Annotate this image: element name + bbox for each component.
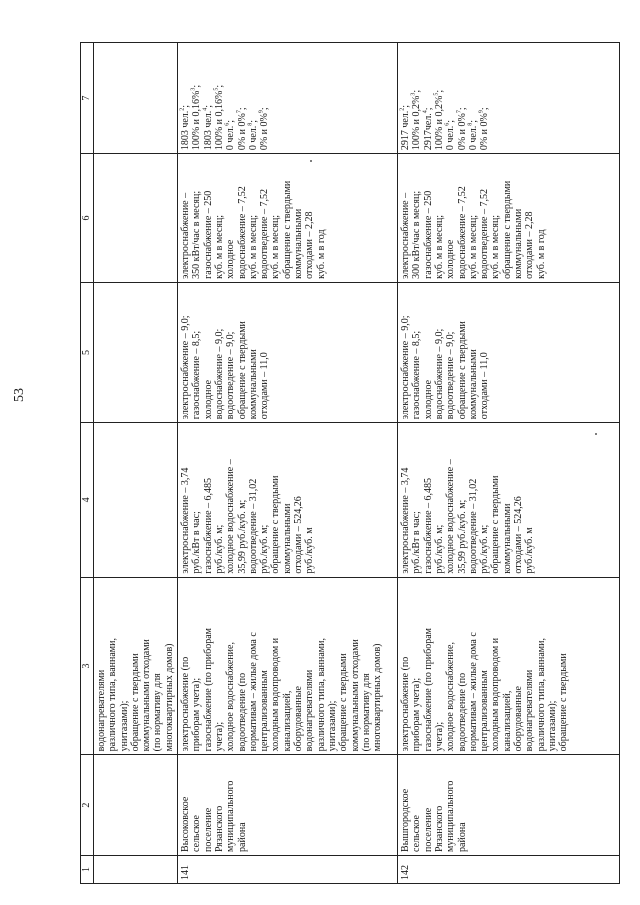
cell-line: куб. м в месяц;	[467, 214, 479, 279]
cell-line: унитазами);	[118, 700, 130, 752]
cell-line: водонагревателями	[524, 669, 536, 752]
table-cell	[94, 855, 178, 883]
cell-line: многоквартирных домов)	[372, 643, 384, 752]
cell-line: водоотведение – 7,52	[259, 188, 271, 279]
column-header: 3	[81, 577, 94, 755]
cell-line: 100% и 0,16%$^5$;	[213, 84, 225, 151]
cell-line: района	[236, 822, 248, 852]
cell-line: 0% и 0%$^7$;	[236, 107, 248, 151]
cell-line: канализацией,	[501, 690, 513, 752]
cell-line: 1803 чел.$^2$;	[179, 104, 192, 151]
cell-line: канализацией,	[281, 690, 293, 752]
cell-line: холодным водопроводом и	[270, 637, 282, 752]
cell-line: электроснабжение – 9,0;	[180, 315, 192, 420]
cell-line: холодное	[422, 379, 434, 420]
tariffs-cell	[178, 423, 398, 577]
continued-services-cell	[94, 577, 178, 755]
cell-line: руб./куб. м;	[213, 524, 225, 574]
cell-line: коммунальными	[293, 208, 305, 279]
cell-line: приборам учета);	[191, 677, 203, 752]
cell-line: муниципального	[445, 780, 457, 852]
tariffs-cell	[398, 423, 620, 577]
column-header: 5	[81, 282, 94, 422]
cell-line: водоотведение – 31,02	[467, 478, 479, 574]
footnote-mark: 9	[478, 110, 485, 114]
cell-line: 2917 чел.$^2$;	[399, 104, 412, 151]
cell-line: водоснабжение – 7,52	[236, 186, 248, 279]
table-row	[398, 43, 620, 884]
cell-line: руб./кВт в час;	[191, 511, 203, 574]
page-number: 53	[12, 388, 27, 402]
table-row	[178, 43, 398, 884]
cell-line: 35,99 руб./куб. м;	[236, 499, 248, 574]
cell-line: муниципального	[225, 780, 237, 852]
cell-line: коммунальными	[513, 208, 525, 279]
footnote-mark: 5	[433, 92, 440, 96]
rotated-table-container	[80, 42, 620, 884]
cell-line: 0 чел.$^6$;	[224, 119, 237, 151]
column-header: 1	[81, 855, 94, 883]
cell-line: электроснабжение (по	[400, 656, 412, 752]
cell-line: различного типа, ваннами,	[315, 638, 327, 752]
column-header: 6	[81, 154, 94, 283]
cell-line: обращение с твердыми	[490, 475, 502, 574]
tariff-table	[80, 42, 620, 884]
cell-line: централизованным	[479, 670, 491, 752]
cell-line: газоснабжение – 250	[422, 190, 434, 279]
cell-line: водоснабжение – 7,52	[456, 186, 468, 279]
cell-line: 2917чел.$^4$;	[422, 107, 434, 151]
cell-line: поселение	[422, 807, 434, 852]
cell-line: куб. м в месяц;	[270, 214, 282, 279]
cell-line: района	[456, 822, 468, 852]
cell-line: отходами – 2,28	[304, 211, 316, 279]
cell-line: холодное водоснабжение –	[225, 459, 237, 574]
cell-line: электроснабжение – 3,74	[180, 467, 192, 574]
cell-line: газоснабжение – 6,485	[202, 477, 214, 574]
column-header: 4	[81, 423, 94, 577]
cell-line: холодное водоснабжение,	[445, 642, 457, 752]
cell-line: коммунальными	[281, 503, 293, 574]
cell-line: различного типа, ваннами,	[535, 638, 547, 752]
cell-line: оборудованные	[293, 686, 305, 752]
footnote-mark: 7	[456, 110, 463, 114]
index-cell	[178, 282, 398, 422]
footnote-mark: 3	[411, 92, 418, 96]
cell-line: обращение с твердыми	[338, 653, 350, 752]
footnote-mark: 8	[467, 122, 474, 126]
cell-line: многоквартирных домов)	[163, 643, 175, 752]
cell-line: обращение с твердыми	[129, 653, 141, 752]
cell-line: обращение с твердыми	[281, 180, 293, 279]
cell-line: 100% и 0,2%$^3$;	[411, 89, 423, 151]
cell-line: 0 чел.$^8$;	[247, 119, 259, 151]
footnote-mark: 6	[224, 122, 231, 126]
cell-line: куб. м в месяц;	[433, 214, 445, 279]
cell-line: учета);	[433, 721, 445, 752]
volume-cell	[178, 154, 398, 283]
cell-line: руб./куб. м;	[479, 524, 491, 574]
cell-line: 1803 чел.$^4$;	[202, 104, 214, 151]
cell-line: газоснабжение (по приборам	[202, 628, 214, 752]
cell-line: холодное	[445, 239, 457, 279]
cell-line: электроснабжение –	[180, 192, 192, 279]
cell-line: 300 кВт/час в месяц;	[411, 190, 423, 279]
cell-line: водоотведение – 9,0;	[445, 331, 457, 420]
cell-line: Высоковское	[180, 796, 192, 852]
cell-line: 0% и 0%$^9$;	[478, 107, 491, 151]
continuation-row	[94, 43, 178, 884]
cell-line: газоснабжение – 250	[202, 190, 214, 279]
cell-line: 0 чел.$^6$;	[444, 119, 457, 151]
footnote-mark: 2	[399, 107, 406, 111]
cell-line: водоотведение (по	[236, 672, 248, 752]
column-header: 7	[81, 43, 94, 154]
cell-line: обращение с твердыми	[456, 321, 468, 420]
header-row	[81, 43, 94, 884]
cell-line: (по нормативу для	[360, 673, 372, 752]
cell-line: водоотведение – 7,52	[479, 188, 491, 279]
settlement-cell	[178, 755, 398, 856]
cell-line: водоснабжение – 9,0;	[433, 328, 445, 420]
cell-line: отходами – 11,0	[479, 352, 491, 420]
cell-line: холодным водопроводом и	[490, 637, 502, 752]
cell-line: холодное водоснабжение –	[445, 459, 457, 574]
cell-line: 0% и 0%$^9$;	[258, 107, 271, 151]
cell-line: водоотведение (по	[456, 672, 468, 752]
cell-line: 0 чел.$^8$;	[467, 119, 479, 151]
cell-line: Рязанского	[433, 805, 445, 852]
services-cell	[178, 577, 398, 755]
cell-line: электроснабжение – 9,0;	[400, 315, 412, 420]
cell-line: нормативам – жилые дома с	[247, 632, 259, 752]
volume-cell	[398, 154, 620, 283]
cell-line: куб. м в месяц;	[213, 214, 225, 279]
cell-line: коммунальными	[501, 503, 513, 574]
population-cell	[178, 43, 398, 154]
cell-line: руб./куб. м	[304, 527, 316, 574]
footnote-mark: 8	[247, 122, 254, 126]
cell-line: 35,99 руб./куб. м;	[456, 499, 468, 574]
footnote-mark: 4	[422, 110, 429, 114]
cell-line: приборам учета);	[411, 677, 423, 752]
cell-line: газоснабжение – 6,485	[422, 477, 434, 574]
footnote-mark: 5	[213, 87, 220, 91]
cell-line: куб. м в месяц;	[247, 214, 259, 279]
settlement-cell	[398, 755, 620, 856]
cell-line: руб./кВт в час;	[411, 511, 423, 574]
cell-line: электроснабжение (по	[180, 656, 192, 752]
cell-line: газоснабжение (по приборам	[422, 628, 434, 752]
cell-line: 0% и 0%$^7$;	[456, 107, 468, 151]
services-cell	[398, 577, 620, 755]
footnote-mark: 6	[444, 122, 451, 126]
table-cell	[94, 43, 178, 154]
row-number: 142	[398, 855, 620, 883]
cell-line: Рязанского	[213, 805, 225, 852]
footnote-mark: 7	[236, 110, 243, 114]
cell-line: коммунальными отходами	[141, 639, 153, 752]
cell-line: поселение	[202, 807, 214, 852]
table-cell	[94, 154, 178, 283]
cell-line: водоотведение – 31,02	[247, 478, 259, 574]
cell-line: учета);	[213, 721, 225, 752]
table-cell	[94, 282, 178, 422]
cell-line: водонагревателями	[96, 669, 107, 752]
cell-line: коммунальными	[247, 349, 259, 420]
cell-line: коммунальными	[467, 349, 479, 420]
cell-line: холодное	[202, 379, 214, 420]
cell-line: отходами – 524,26	[513, 496, 525, 574]
cell-line: нормативам – жилые дома с	[467, 632, 479, 752]
footnote-mark: 4	[202, 107, 209, 111]
cell-line: 100% и 0,2%$^5$;	[433, 89, 445, 151]
cell-line: обращение с твердыми	[270, 475, 282, 574]
cell-line: сельское	[411, 815, 423, 852]
cell-line: обращение с твердыми	[501, 180, 513, 279]
cell-line: руб./куб. м;	[259, 524, 271, 574]
table-cell	[94, 423, 178, 577]
cell-line: электроснабжение –	[400, 192, 412, 279]
cell-line: 350 кВт/час в месяц;	[191, 190, 203, 279]
cell-line: (по нормативу для	[152, 673, 164, 752]
cell-line: водоотведение – 9,0;	[225, 331, 237, 420]
cell-line: газоснабжение – 8,5;	[411, 330, 423, 420]
cell-line: отходами – 2,28	[524, 211, 536, 279]
cell-line: различного типа, ваннами,	[107, 638, 119, 752]
cell-line: газоснабжение – 8,5;	[191, 330, 203, 420]
cell-line: коммунальными отходами	[349, 639, 361, 752]
cell-line: холодное водоснабжение,	[225, 642, 237, 752]
cell-line: водонагревателями	[304, 669, 316, 752]
cell-line: руб./куб. м	[524, 527, 536, 574]
footnote-mark: 2	[179, 107, 186, 111]
cell-line: отходами – 11,0	[259, 352, 271, 420]
cell-line: холодное	[225, 239, 237, 279]
footnote-mark: 9	[258, 110, 265, 114]
cell-line: обращение с твердыми	[236, 321, 248, 420]
cell-line: унитазами);	[326, 700, 338, 752]
population-cell	[398, 43, 620, 154]
cell-line: оборудованные	[513, 686, 525, 752]
cell-line: централизованным	[259, 670, 271, 752]
column-header: 2	[81, 755, 94, 856]
index-cell	[398, 282, 620, 422]
cell-line: отходами – 524,26	[293, 496, 305, 574]
cell-line: сельское	[191, 815, 203, 852]
cell-line: руб./куб. м;	[433, 524, 445, 574]
row-number: 141	[178, 855, 398, 883]
cell-line: куб. м в месяц;	[490, 214, 502, 279]
table-cell	[94, 755, 178, 856]
cell-line: водоснабжение – 9,0;	[213, 328, 225, 420]
cell-line: куб. м в год	[535, 229, 547, 279]
cell-line: 100% и 0,16%$^3$;	[191, 84, 203, 151]
cell-line: Вышгородское	[400, 788, 412, 852]
footnote-mark: 3	[191, 87, 198, 91]
cell-line: унитазами);	[546, 700, 558, 752]
cell-line: электроснабжение – 3,74	[400, 467, 412, 574]
cell-line: обращение с твердыми	[558, 653, 570, 752]
cell-line: куб. м в год	[315, 229, 327, 279]
